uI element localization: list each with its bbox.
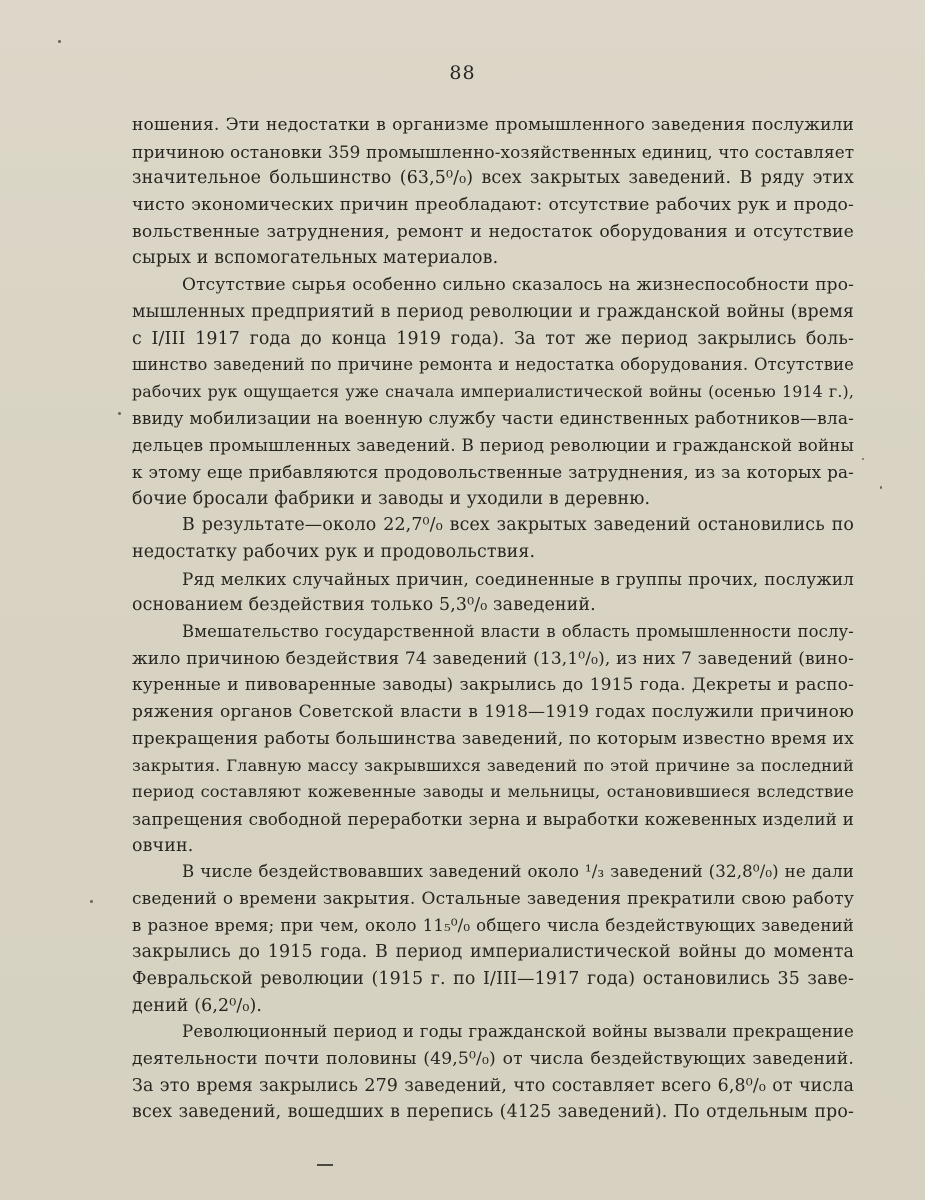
text-line: чисто экономических причин преобладают: отсутствие рабочих рук и продо- xyxy=(132,195,854,216)
paper-speck xyxy=(90,900,93,903)
text-line: В числе бездействовавших заведений около ¹/₃ заведений (32,8⁰/₀) не дали xyxy=(182,862,854,882)
text-line: деятельности почти половины (49,5⁰/₀) от числа бездействующих заведений. xyxy=(132,1049,854,1070)
text-line: причиною остановки 359 промышленно-хозяйственных единиц, что составляет xyxy=(132,141,855,162)
text-line: всех заведений, вошедших в перепись (4125 заведений). По отдельным про- xyxy=(132,1102,854,1123)
text-line: дельцев промышленных заведений. В период революции и гражданской войны xyxy=(132,435,854,456)
text-line: к этому еще прибавляются продовольственные затруднения, из за которых ра- xyxy=(132,461,854,482)
text-line: дений (6,2⁰/₀). xyxy=(132,995,263,1016)
text-line: закрытия. Главную массу закрывшихся заведений по этой причине за последний xyxy=(132,755,854,775)
paper-speck xyxy=(880,486,882,489)
text-line: Февральской революции (1915 г. по I/III—1917 года) остановились 35 заве- xyxy=(132,969,854,989)
page-number: 88 xyxy=(449,62,476,84)
text-line: жило причиною бездействия 74 заведений (13,1⁰/₀), из них 7 заведений (вино- xyxy=(132,648,854,669)
text-line: значительное большинство (63,5⁰/₀) всех закрытых заведений. В ряду этих xyxy=(132,168,854,189)
text-line: В результате—около 22,7⁰/₀ всех закрытых заведений остановились по xyxy=(182,515,854,536)
text-line: ввиду мобилизации на военную службу части единственных работников—вла- xyxy=(132,408,854,429)
text-line: с I/III 1917 года до конца 1919 года). За тот же период закрылись боль- xyxy=(132,328,854,349)
paper-speck xyxy=(118,412,121,415)
text-line: недостатку рабочих рук и продовольствия. xyxy=(132,542,536,562)
text-line: куренные и пивоваренные заводы) закрылись до 1915 года. Декреты и распо- xyxy=(132,675,854,696)
body-text xyxy=(132,112,854,1126)
text-line: Революционный период и годы гражданской войны вызвали прекращение xyxy=(182,1022,854,1042)
text-line: бочие бросали фабрики и заводы и уходили в деревню. xyxy=(132,488,651,509)
text-line: вольственные затруднения, ремонт и недостаток оборудования и отсутствие xyxy=(132,221,854,242)
text-line: закрылись до 1915 года. В период империалистической войны до момента xyxy=(132,942,854,963)
text-line: Вмешательство государственной власти в область промышленности послу- xyxy=(182,622,854,642)
paper-speck xyxy=(862,458,864,460)
text-line: Отсутствие сырья особенно сильно сказалось на жизнеспособности про- xyxy=(182,275,854,296)
text-line: прекращения работы большинства заведений, по которым известно время их xyxy=(132,728,854,749)
text-line: ношения. Эти недостатки в организме промышленного заведения послужили xyxy=(132,115,854,135)
text-line: период составляют кожевенные заводы и мельницы, остановившиеся вследствие xyxy=(132,782,854,802)
paper-speck xyxy=(58,40,61,43)
text-line: шинство заведений по причине ремонта и недостатка оборудования. Отсутствие xyxy=(132,355,854,375)
text-line: запрещения свободной переработки зерна и выработки кожевенных изделий и xyxy=(132,808,854,829)
text-line: сведений о времени закрытия. Остальные заведения прекратили свою работу xyxy=(132,888,854,909)
text-line: мышленных предприятий в период революции и гражданской войны (время xyxy=(132,301,854,322)
text-line: рабочих рук ощущается уже сначала империалистической войны (осенью 1914 г.), xyxy=(132,381,854,401)
text-line: ряжения органов Советской власти в 1918—1919 годах послужили причиною xyxy=(132,702,854,723)
text-line: овчин. xyxy=(132,835,194,856)
text-line: сырых и вспомогательных материалов. xyxy=(132,248,499,269)
text-line: в разное время; при чем, около 11₅⁰/₀ общего числа бездействующих заведений xyxy=(132,915,854,935)
text-line: основанием бездействия только 5,3⁰/₀ заведений. xyxy=(132,595,596,616)
text-line: Ряд мелких случайных причин, соединенные в группы прочих, послужил xyxy=(182,568,854,589)
bottom-print-mark xyxy=(317,1164,333,1166)
text-line: За это время закрылись 279 заведений, что составляет всего 6,8⁰/₀ от числа xyxy=(132,1075,854,1096)
